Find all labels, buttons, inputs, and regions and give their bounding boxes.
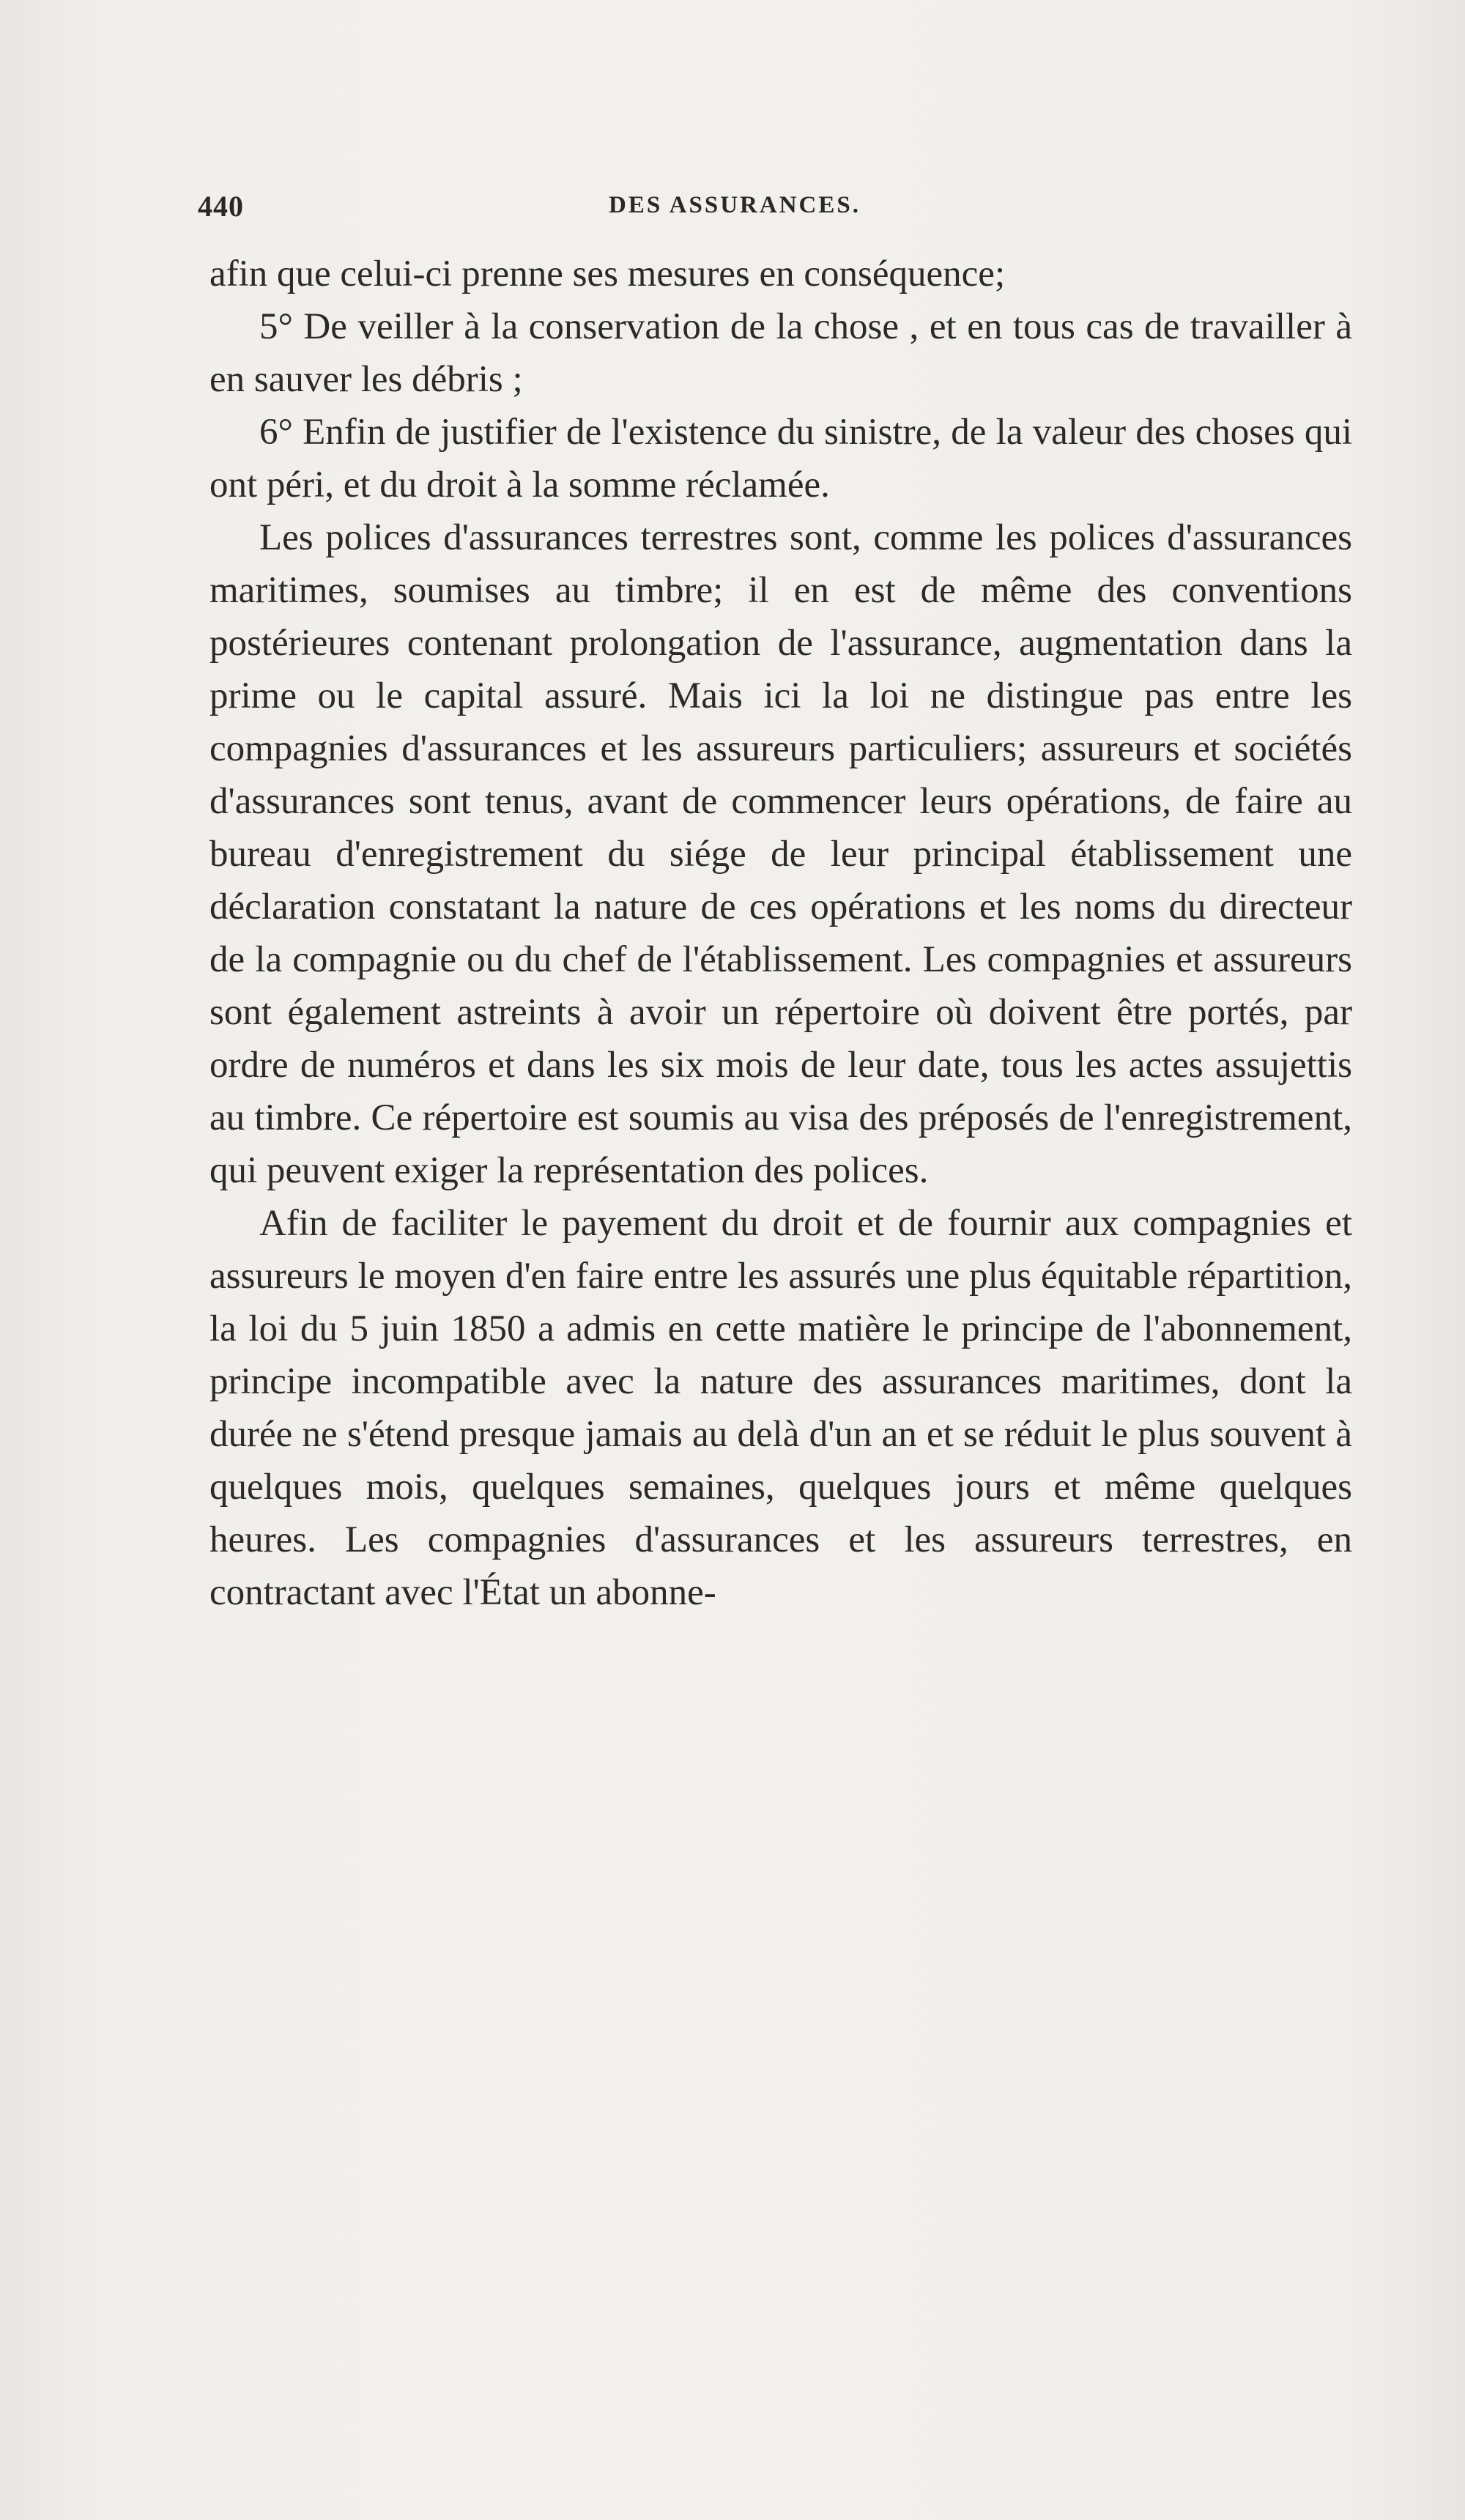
paragraph-item-6: 6° Enfin de justifier de l'existence du sinistre, de la valeur des choses qui ont péri, et du droit à la somme réclamée. <box>209 412 1352 505</box>
page-header <box>198 189 1272 233</box>
paragraph-abonnement: Afin de faciliter le payement du droit et de fournir aux compagnies et assureurs le moyen d'en faire entre les assurés une plus équitable répartition, la loi du 5 juin 1850 a admis en cette matière le principe de l'abonnement, principe incompatible avec la nature des assurances maritimes, dont la durée ne s'étend presque jamais au delà d'un an et se réduit le plus souvent à quelques mois, quelques semaines, quelques jours et même quelques heures. Les compagnies d'assurances et les assureurs terrestres, en contractant avec l'État un abonne- <box>209 1203 1352 1613</box>
paragraph-item-5: 5° De veiller à la conservation de la chose , et en tous cas de travailler à en sauver les débris ; <box>209 306 1352 400</box>
page-number: 440 <box>198 190 244 223</box>
running-title: DES ASSURANCES. <box>609 192 861 218</box>
paragraph-polices: Les polices d'assurances terrestres sont, comme les polices d'assurances maritimes, soumises au timbre; il en est de même des conventions postérieures contenant prolongation de l'assurance, augmentation dans la prime ou le capital assuré. Mais ici la loi ne distingue pas entre les compagnies d'assurances et les assureurs particuliers; assureurs et sociétés d'assurances sont tenus, avant de commencer leurs opérations, de faire au bureau d'enregistrement du siége de leur principal établissement une déclaration constatant la nature de ces opérations et les noms du directeur de la compagnie ou du chef de l'établissement. Les compagnies et assureurs sont également astreints à avoir un répertoire où doivent être portés, par ordre de numéros et dans les six mois de leur date, tous les actes assujettis au timbre. Ce répertoire est soumis au visa des préposés de l'enregistrement, qui peuvent exiger la représentation des polices. <box>209 517 1352 1191</box>
paragraph-continuation: afin que celui-ci prenne ses mesures en conséquence; <box>209 253 1006 294</box>
body-text <box>209 248 1352 1619</box>
